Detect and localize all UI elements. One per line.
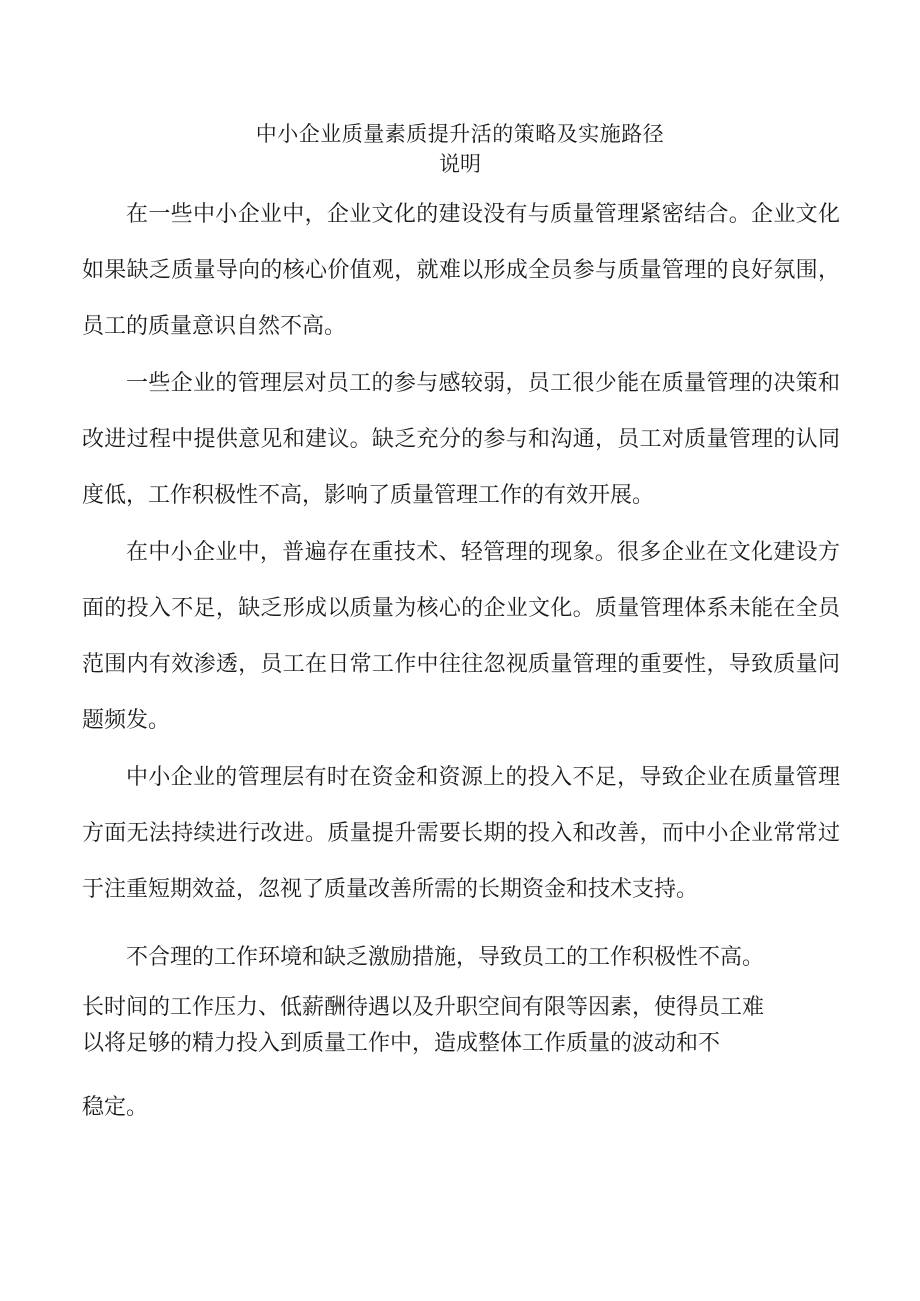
paragraph-2: 一些企业的管理层对员工的参与感较弱，员工很少能在质量管理的决策和改进过程中提供意见和建议。缺乏充分的参与和沟通，员工对质量管理的认同度低，工作积极性不高，影响了质量管理工作的有效开展。 — [82, 371, 840, 508]
paragraph-5-line-1: 不合理的工作环境和缺乏激励措施，导致员工的工作积极性不高。 — [126, 945, 765, 970]
paragraph-4: 中小企业的管理层有时在资金和资源上的投入不足，导致企业在质量管理方面无法持续进行改进。质量提升需要长期的投入和改善，而中小企业常常过于注重短期效益，忽视了质量改善所需的长期资金和技术支持。 — [82, 765, 840, 902]
document-title: 中小企业质量素质提升活的策略及实施路径 — [255, 122, 665, 146]
paragraph-1: 在一些中小企业中，企业文化的建设没有与质量管理紧密结合。企业文化如果缺乏质量导向的核心价值观，就难以形成全员参与质量管理的良好氛围，员工的质量意识自然不高。 — [82, 202, 840, 339]
document-subtitle: 说明 — [439, 152, 481, 176]
paragraph-5-line-3: 稳定。 — [82, 1095, 149, 1120]
paragraph-5-line-2: 长时间的工作压力、低薪酬待遇以及升职空间有限等因素，使得员工难以将足够的精力投入到质量工作中，造成整体工作质量的波动和不 — [82, 995, 765, 1056]
paragraph-3: 在中小企业中，普遍存在重技术、轻管理的现象。很多企业在文化建设方面的投入不足，缺乏形成以质量为核心的企业文化。质量管理体系未能在全员范围内有效渗透，员工在日常工作中往往忽视质量管理的重要性，导致质量问题频发。 — [82, 540, 840, 733]
